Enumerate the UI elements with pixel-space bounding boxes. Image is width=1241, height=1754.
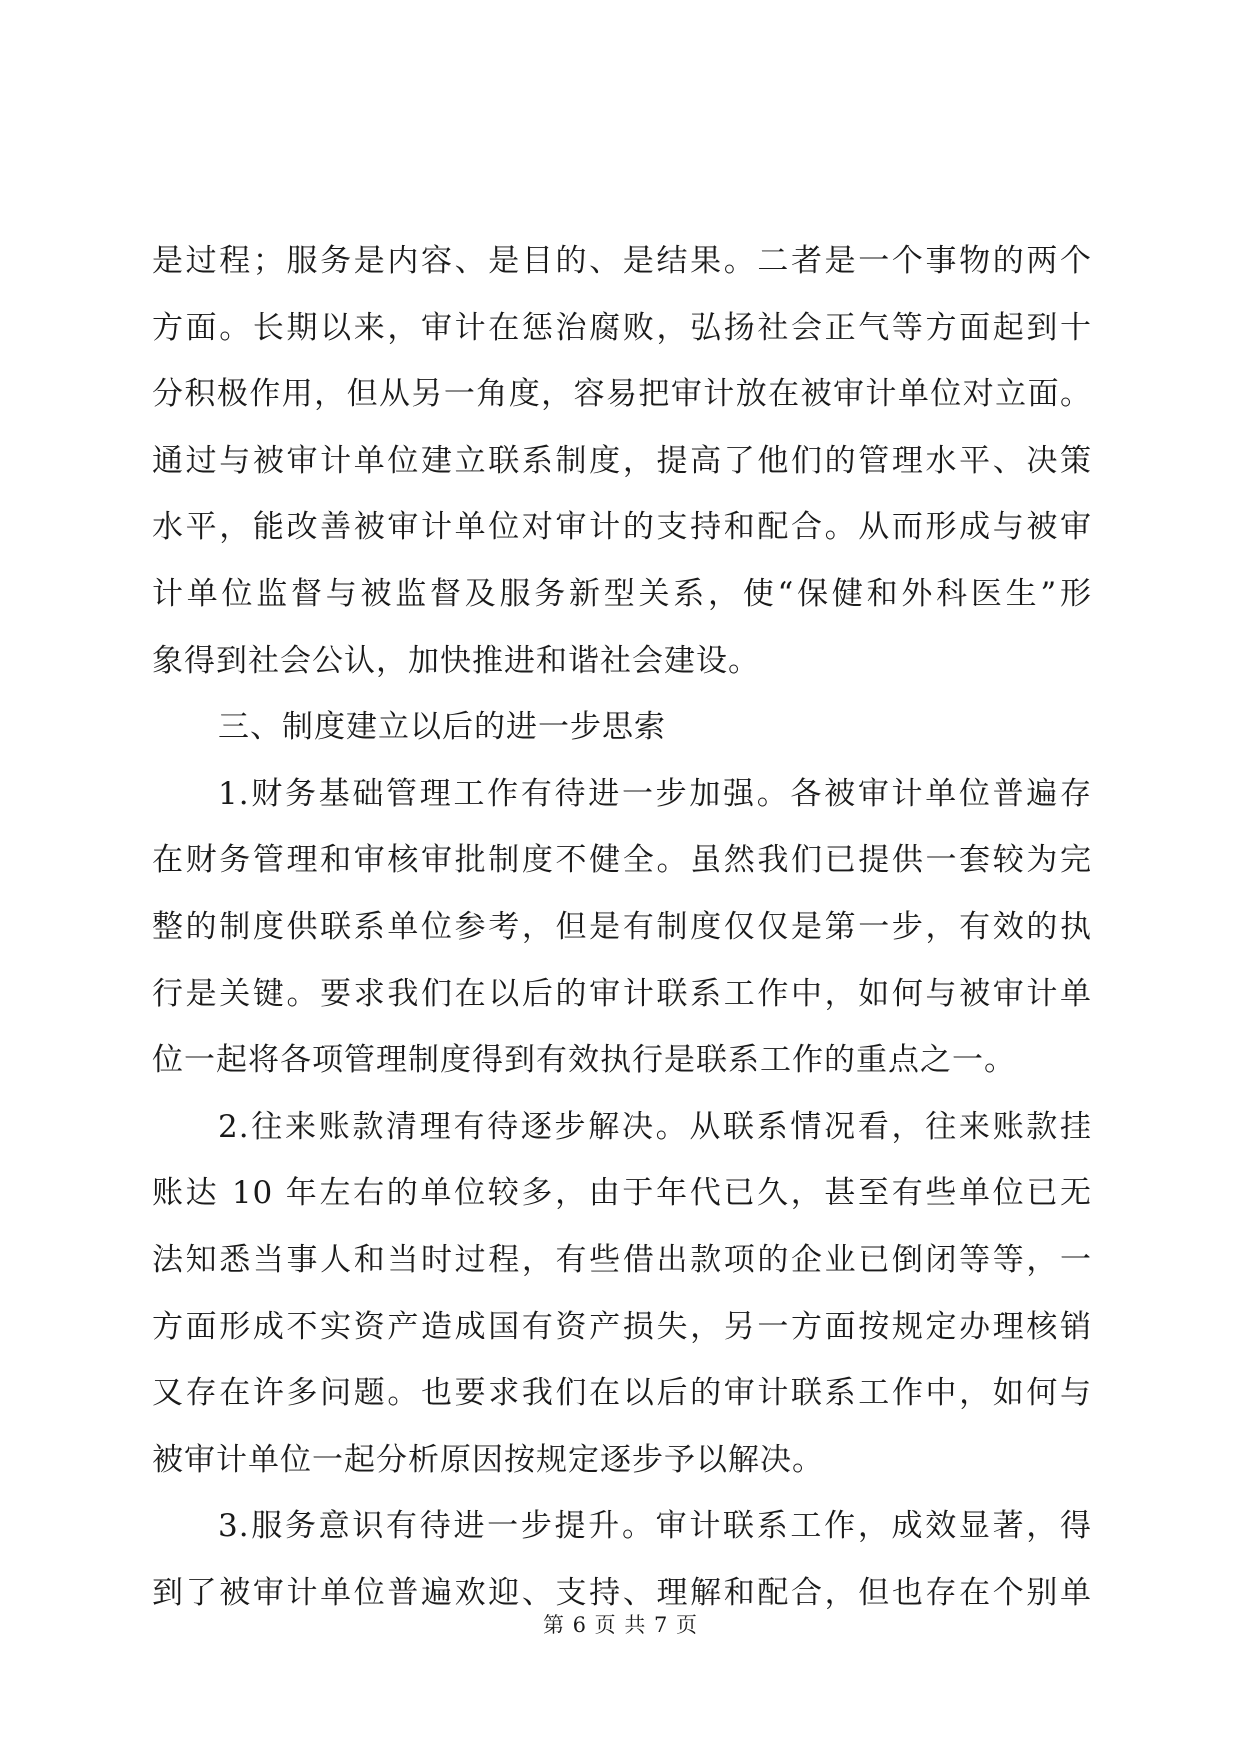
text-line: 整的制度供联系单位参考，但是有制度仅仅是第一步，有效的执	[152, 908, 1092, 945]
text-line: 账达 10 年左右的单位较多，由于年代已久，甚至有些单位已无	[152, 1175, 1092, 1212]
text-line: 行是关键。要求我们在以后的审计联系工作中，如何与被审计单	[152, 975, 1092, 1012]
text-line: 位一起将各项管理制度得到有效执行是联系工作的重点之一。	[152, 1042, 1016, 1079]
text-line: 分积极作用，但从另一角度，容易把审计放在被审计单位对立面。	[152, 376, 1092, 413]
text-line: 又存在许多问题。也要求我们在以后的审计联系工作中，如何与	[152, 1375, 1092, 1412]
page-footer: 第 6 页 共 7 页	[542, 1613, 699, 1637]
text-line: 水平，能改善被审计单位对审计的支持和配合。从而形成与被审	[152, 509, 1092, 546]
text-line: 象得到社会公认，加快推进和谐社会建设。	[152, 642, 760, 679]
document-body	[152, 228, 1092, 1626]
text-line: 3.服务意识有待进一步提升。审计联系工作，成效显著，得	[218, 1508, 1092, 1545]
text-line: 2.往来账款清理有待逐步解决。从联系情况看，往来账款挂	[218, 1108, 1092, 1145]
text-line: 三、制度建立以后的进一步思索	[218, 709, 666, 746]
text-line: 通过与被审计单位建立联系制度，提高了他们的管理水平、决策	[152, 442, 1092, 479]
text-line: 是过程；服务是内容、是目的、是结果。二者是一个事物的两个	[152, 243, 1092, 279]
text-line: 计单位监督与被监督及服务新型关系，使“保健和外科医生”形	[152, 575, 1092, 612]
text-line: 方面形成不实资产造成国有资产损失，另一方面按规定办理核销	[152, 1308, 1092, 1345]
text-line: 法知悉当事人和当时过程，有些借出款项的企业已倒闭等等，一	[152, 1241, 1092, 1278]
text-line: 方面。长期以来，审计在惩治腐败，弘扬社会正气等方面起到十	[152, 309, 1092, 346]
text-line: 1.财务基础管理工作有待进一步加强。各被审计单位普遍存	[218, 775, 1092, 812]
text-line: 到了被审计单位普遍欢迎、支持、理解和配合，但也存在个别单	[152, 1574, 1092, 1611]
text-line: 在财务管理和审核审批制度不健全。虽然我们已提供一套较为完	[152, 842, 1092, 879]
text-line: 被审计单位一起分析原因按规定逐步予以解决。	[152, 1441, 824, 1478]
